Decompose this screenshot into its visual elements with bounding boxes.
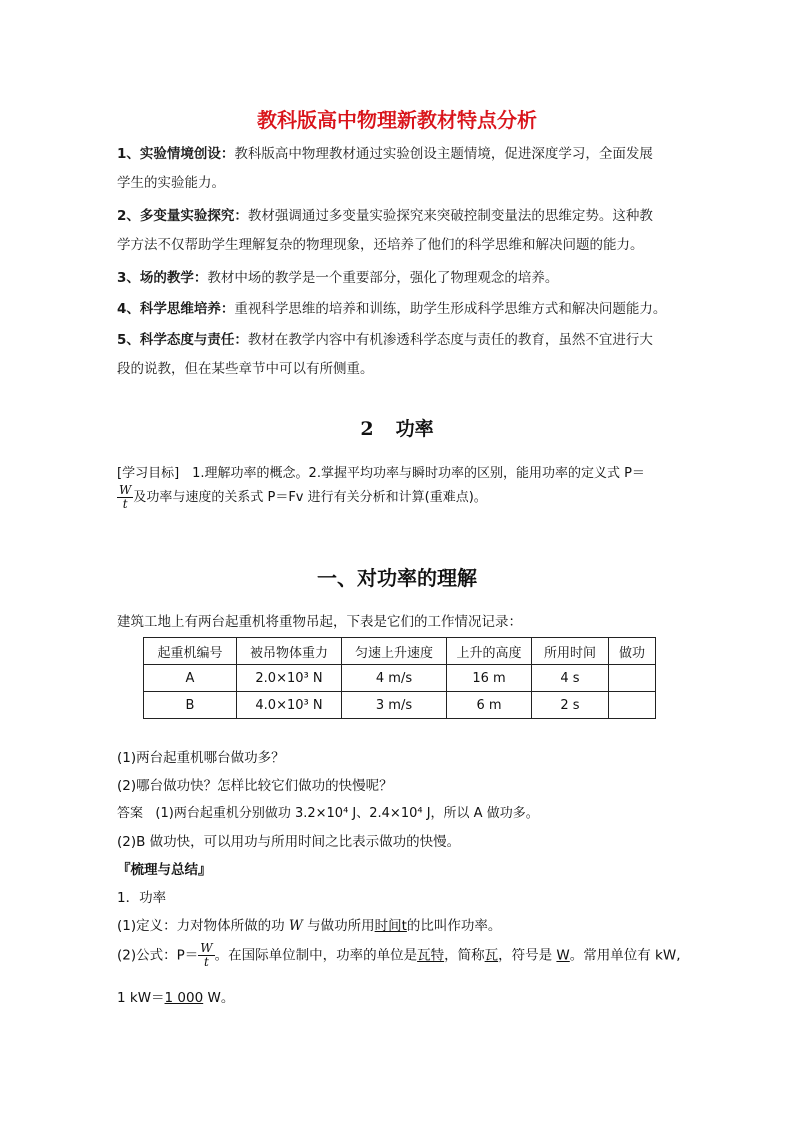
- def-text: (1)定义：力对物体所做的功: [117, 918, 285, 934]
- page-title: 教科版高中物理新教材特点分析: [257, 108, 537, 132]
- def-text: 的比叫作功率。: [406, 918, 502, 934]
- table-row: [144, 692, 656, 719]
- def-text: 与做功所用: [307, 918, 375, 934]
- conversion-text: W。: [203, 990, 235, 1006]
- table-header-row: [144, 638, 656, 665]
- feature-text: 教科版高中物理教材通过实验创设主题情境，促进深度学习，全面发展: [234, 146, 653, 162]
- learning-goals-line1: [学习目标] 1.理解功率的概念。2.掌握平均功率与瞬时功率的区别，能用功率的定义式 P＝: [117, 466, 645, 481]
- question-2: (2)哪台做功快？怎样比较它们做功的快慢呢？: [117, 778, 393, 794]
- table-cell: 6 m: [447, 692, 532, 719]
- table-cell: B: [144, 692, 237, 719]
- learning-goals-line2: [117, 484, 487, 511]
- table-cell: A: [144, 665, 237, 692]
- table-header: 上升的高度: [447, 638, 532, 665]
- feature-text: 教材中场的教学是一个重要部分，强化了物理观念的培养。: [207, 270, 559, 286]
- feature-label: 2、多变量实验探究：: [117, 208, 248, 224]
- blank-unit-symbol: W: [556, 947, 570, 964]
- table-header: 所用时间: [532, 638, 609, 665]
- table-cell: 3 m/s: [342, 692, 447, 719]
- feature-item-1: [117, 140, 682, 198]
- feature-text-cont: 学方法不仅帮助学生理解复杂的物理现象，还培养了他们的科学思维和解决问题的能力。: [117, 237, 644, 253]
- table-cell: 2.0×10³ N: [237, 665, 342, 692]
- fraction-w-over-t: [117, 484, 133, 511]
- power-conversion: [117, 986, 234, 1006]
- power-formula: [117, 942, 681, 969]
- feature-label: 3、场的教学：: [117, 270, 208, 286]
- fraction-numerator: W: [200, 941, 213, 955]
- fraction-denominator: t: [204, 955, 209, 969]
- answer-line-1: [117, 802, 539, 821]
- section-title: 功率: [395, 418, 434, 440]
- question-1: (1)两台起重机哪台做功多？: [117, 750, 285, 766]
- formula-text: 。在国际单位制中，功率的单位是: [214, 947, 418, 964]
- feature-item-2: [117, 202, 682, 260]
- table-row: [144, 665, 656, 692]
- feature-label: 5、科学态度与责任：: [117, 332, 248, 348]
- conversion-text: 1 kW＝: [117, 990, 165, 1006]
- feature-label: 1、实验情境创设：: [117, 146, 235, 162]
- fraction-numerator: W: [119, 483, 132, 497]
- def-symbol-w: W: [288, 918, 303, 934]
- answer-line-2: (2)B 做功快，可以用功与所用时间之比表示做功的快慢。: [117, 834, 461, 850]
- blank-unit-name: 瓦特: [417, 947, 445, 964]
- table-header: 被吊物体重力: [237, 638, 342, 665]
- table-header: 匀速上升速度: [342, 638, 447, 665]
- blank-conversion-value: 1 000: [164, 990, 204, 1006]
- fraction-w-over-t: [198, 942, 214, 969]
- power-heading: 1．功率: [117, 890, 167, 906]
- formula-text: 。常用单位有 kW,: [569, 947, 681, 964]
- learning-goals-text: 及功率与速度的关系式 P＝Fv 进行有关分析和计算(重难点)。: [133, 490, 487, 505]
- def-blank-time: 时间t: [374, 918, 407, 934]
- table-cell: [609, 665, 656, 692]
- intro-text: 建筑工地上有两台起重机将重物吊起，下表是它们的工作情况记录：: [117, 614, 522, 630]
- formula-text: ，简称: [444, 947, 485, 964]
- subsection-heading: 一、对功率的理解: [317, 566, 477, 590]
- table-header: 起重机编号: [144, 638, 237, 665]
- section-heading: [0, 414, 794, 441]
- feature-text-cont: 学生的实验能力。: [117, 175, 225, 191]
- fraction-denominator: t: [122, 497, 128, 511]
- feature-text: 重视科学思维的培养和训练，助学生形成科学思维方式和解决问题能力。: [234, 301, 667, 317]
- feature-item-4: [117, 295, 682, 324]
- table-cell: [609, 692, 656, 719]
- feature-text: 教材强调通过多变量实验探究来突破控制变量法的思维定势。这种教: [247, 208, 653, 224]
- answer-text: (1)两台起重机分别做功 3.2×10⁴ J、2.4×10⁴ J，所以 A 做功多。: [155, 806, 539, 821]
- feature-label: 4、科学思维培养：: [117, 301, 235, 317]
- summary-heading: 『梳理与总结』: [117, 862, 212, 878]
- crane-record-table: [143, 637, 656, 719]
- blank-unit-short: 瓦: [484, 947, 499, 964]
- table-cell: 16 m: [447, 665, 532, 692]
- section-number: 2: [360, 418, 374, 440]
- answer-label: 答案: [117, 806, 144, 821]
- power-definition: [117, 914, 501, 934]
- feature-text: 教材在教学内容中有机渗透科学态度与责任的教育，虽然不宜进行大: [247, 332, 653, 348]
- feature-text-cont: 段的说教，但在某些章节中可以有所侧重。: [117, 361, 374, 377]
- formula-text: ，符号是: [498, 947, 553, 964]
- formula-text: (2)公式：P＝: [117, 947, 199, 964]
- table-cell: 4 m/s: [342, 665, 447, 692]
- table-header: 做功: [609, 638, 656, 665]
- feature-item-5: [117, 326, 682, 384]
- feature-item-3: [117, 264, 682, 293]
- table-cell: 4.0×10³ N: [237, 692, 342, 719]
- table-cell: 4 s: [532, 665, 609, 692]
- table-cell: 2 s: [532, 692, 609, 719]
